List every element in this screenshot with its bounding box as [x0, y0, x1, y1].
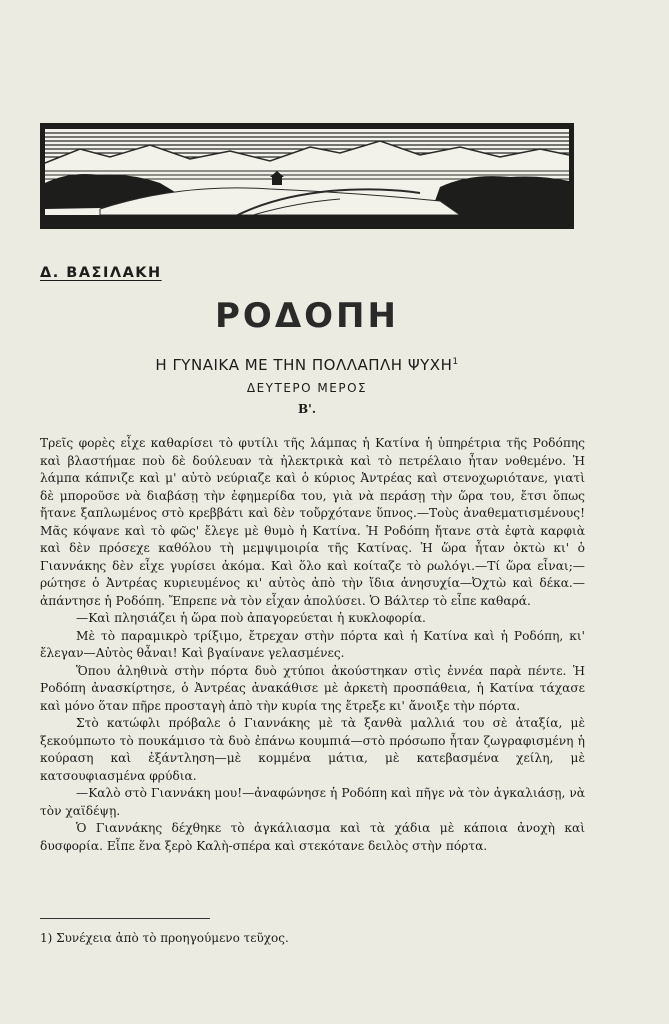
article-title: ΡΟΔΟΠΗ [215, 296, 399, 336]
author-name: Δ. ΒΑΣΙΛΑΚΗ [40, 265, 162, 281]
paragraph: Τρεῖς φορὲς εἶχε καθαρίσει τὸ φυτίλι τῆς λάμπας ἡ Κατίνα ἡ ὑπηρέτρια τῆς Ροδόπης καὶ βλαστήμαε ποὺ δὲ δούλευαν τὰ ἠλεκτρικὰ καὶ τὸ πετρέλαιο ἦταν νοθεμένο. Ἡ λάμπα κάπνιζε καὶ μ' αὐτὸ νεύριαζε καὶ ὁ κύριος Ἀντρέας καὶ στενοχωριότανε, γιατὶ δὲ μποροῦσε νὰ διαβάσῃ τὴν ἐφημερίδα του, γιὰ νὰ περάσῃ τὴν ὥρα του, ἔτσι ὅπως ἤτανε ξαπλωμένος στὸ κρεββάτι καὶ δὲν τοὔρχότανε ὕπνος.—Τοὺς ἀναθεματισμένους! Μᾶς κόψανε καὶ τὸ φῶς' ἔλεγε μὲ θυμὸ ἡ Κατίνα. Ἡ Ροδόπη ἤτανε στὰ ἑφτὰ καρφιὰ καὶ δὲν πρόσεχε καθόλου τὴ μεμψιμοιρία τῆς Κατίνας. Ἡ ὥρα ἦταν ὀκτὼ κι' ὁ Γιαννάκης δὲν εἶχε γυρίσει ἀκόμα. Καὶ ὅλο καὶ κοίταζε τὸ ρωλόγι.—Τί ὥρα εἶναι;—ρώτησε ὁ Ἀντρέας κυριευμένος κι' αὐτὸς ἀπὸ τὴν ἴδια ἀνησυχία—Ὀχτὼ καὶ δέκα.—ἀπάντησε ἡ Ροδόπη. Ἔπρεπε νὰ τὸν εἶχαν ἀπολύσει. Ὁ Βάλτερ τὸ εἶπε καθαρά. [40, 436, 585, 608]
footnote: 1) Συνέχεια ἀπὸ τὸ προηγούμενο τεῦχος. [40, 931, 289, 945]
paragraph: Ὅπου ἀληθινὰ στὴν πόρτα δυὸ χτύποι ἀκούστηκαν στὶς ἐννέα παρὰ πέντε. Ἡ Ροδόπη ἀνασκίρτησε, ὁ Ἀντρέας ἀνακάθισε μὲ ἀρκετὴ προσπάθεια, ἡ Κατίνα τάχασε καὶ μόνο ὅταν πῆρε προσταγὴ ἀπὸ τὴν κυρία της ἔτρεξε κι' ἄνοιξε τὴν πόρτα. [40, 663, 585, 713]
article-body [40, 435, 585, 855]
paragraph: Μὲ τὸ παραμικρὸ τρίξιμο, ἔτρεχαν στὴν πόρτα καὶ ἡ Κατίνα καὶ ἡ Ροδόπη, κι' ἔλεγαν—Αὐτὸς θἆναι! Καὶ βγαίνανε γελασμένες. [40, 628, 585, 660]
paragraph: Στὸ κατώφλι πρόβαλε ὁ Γιαννάκης μὲ τὰ ξανθὰ μαλλιά του σὲ ἀταξία, μὲ ξεκούμπωτο τὸ πουκάμισο τὰ δυὸ ἐπάνω κουμπιά—στὸ πρόσωπο ἦταν ζωγραφισμένη ἡ κούραση καὶ ἐξάντληση—μὲ κομμένα μάτια, μὲ κατεβασμένα χείλη, μὲ κατσουφιασμένα φρύδια. [40, 716, 585, 783]
article-subtitle [0, 356, 614, 374]
paragraph: —Καὶ πλησιάζει ἡ ὥρα ποὺ ἀπαγορεύεται ἡ κυκλοφορία. [76, 611, 426, 625]
part-heading: ΔΕΥΤΕΡΟ ΜΕΡΟΣ [246, 381, 368, 395]
footnote-mark: 1 [452, 357, 459, 367]
paragraph: —Καλὸ στὸ Γιαννάκη μου!—ἀναφώνησε ἡ Ροδόπη καὶ πῆγε νὰ τὸν ἀγκαλιάσῃ, νὰ τὸν χαϊδέψῃ. [40, 786, 585, 818]
paragraph: Ὁ Γιαννάκης δέχθηκε τὸ ἀγκάλιασμα καὶ τὰ χάδια μὲ κάποια ἀνοχὴ καὶ δυσφορία. Εἶπε ἕνα ξερὸ Καλὴ-σπέρα καὶ στεκότανε δειλὸς στὴν πόρτα. [40, 821, 585, 853]
landscape-illustration [40, 123, 574, 229]
subtitle-text: Η ΓΥΝΑΙΚΑ ΜΕ ΤΗΝ ΠΟΛΛΑΠΛΗ ΨΥΧΗ [155, 356, 453, 374]
part-number: Β'. [298, 402, 316, 416]
footnote-divider [40, 918, 210, 919]
